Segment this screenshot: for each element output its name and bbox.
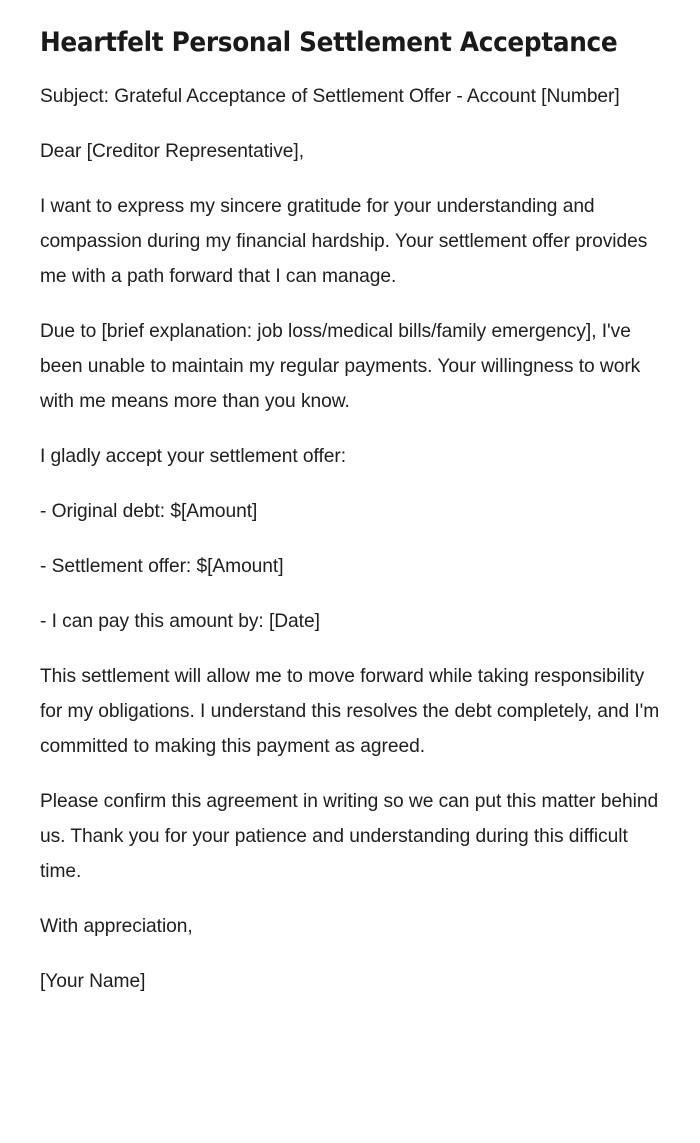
hardship-paragraph: Due to [brief explanation: job loss/medical bills/family emergency], I've been unable to maintain my regular payments. Your willingness to work with me means more than you know.: [40, 321, 641, 413]
term-payment-date: - I can pay this amount by: [Date]: [40, 611, 320, 633]
gratitude-paragraph: I want to express my sincere gratitude for your understanding and compassion during my financial hardship. Your settlement offer provides me with a path forward that I can manage.: [40, 196, 648, 288]
term-settlement-offer: - Settlement offer: $[Amount]: [40, 556, 284, 578]
confirmation-request-paragraph: Please confirm this agreement in writing so we can put this matter behind us. Thank you for your patience and understanding during this difficult time.: [40, 791, 659, 883]
term-original-debt: - Original debt: $[Amount]: [40, 501, 258, 523]
salutation: Dear [Creditor Representative],: [40, 141, 304, 163]
closing-line: With appreciation,: [40, 916, 193, 938]
page-title: Heartfelt Personal Settlement Acceptance: [40, 27, 618, 58]
signature-line: [Your Name]: [40, 971, 146, 993]
subject-line: Subject: Grateful Acceptance of Settlement Offer - Account [Number]: [40, 86, 620, 108]
commitment-paragraph: This settlement will allow me to move forward while taking responsibility for my obligations. I understand this resolves the debt completely, and I'm committed to making this payment as agreed.: [40, 666, 660, 758]
acceptance-intro: I gladly accept your settlement offer:: [40, 446, 346, 468]
